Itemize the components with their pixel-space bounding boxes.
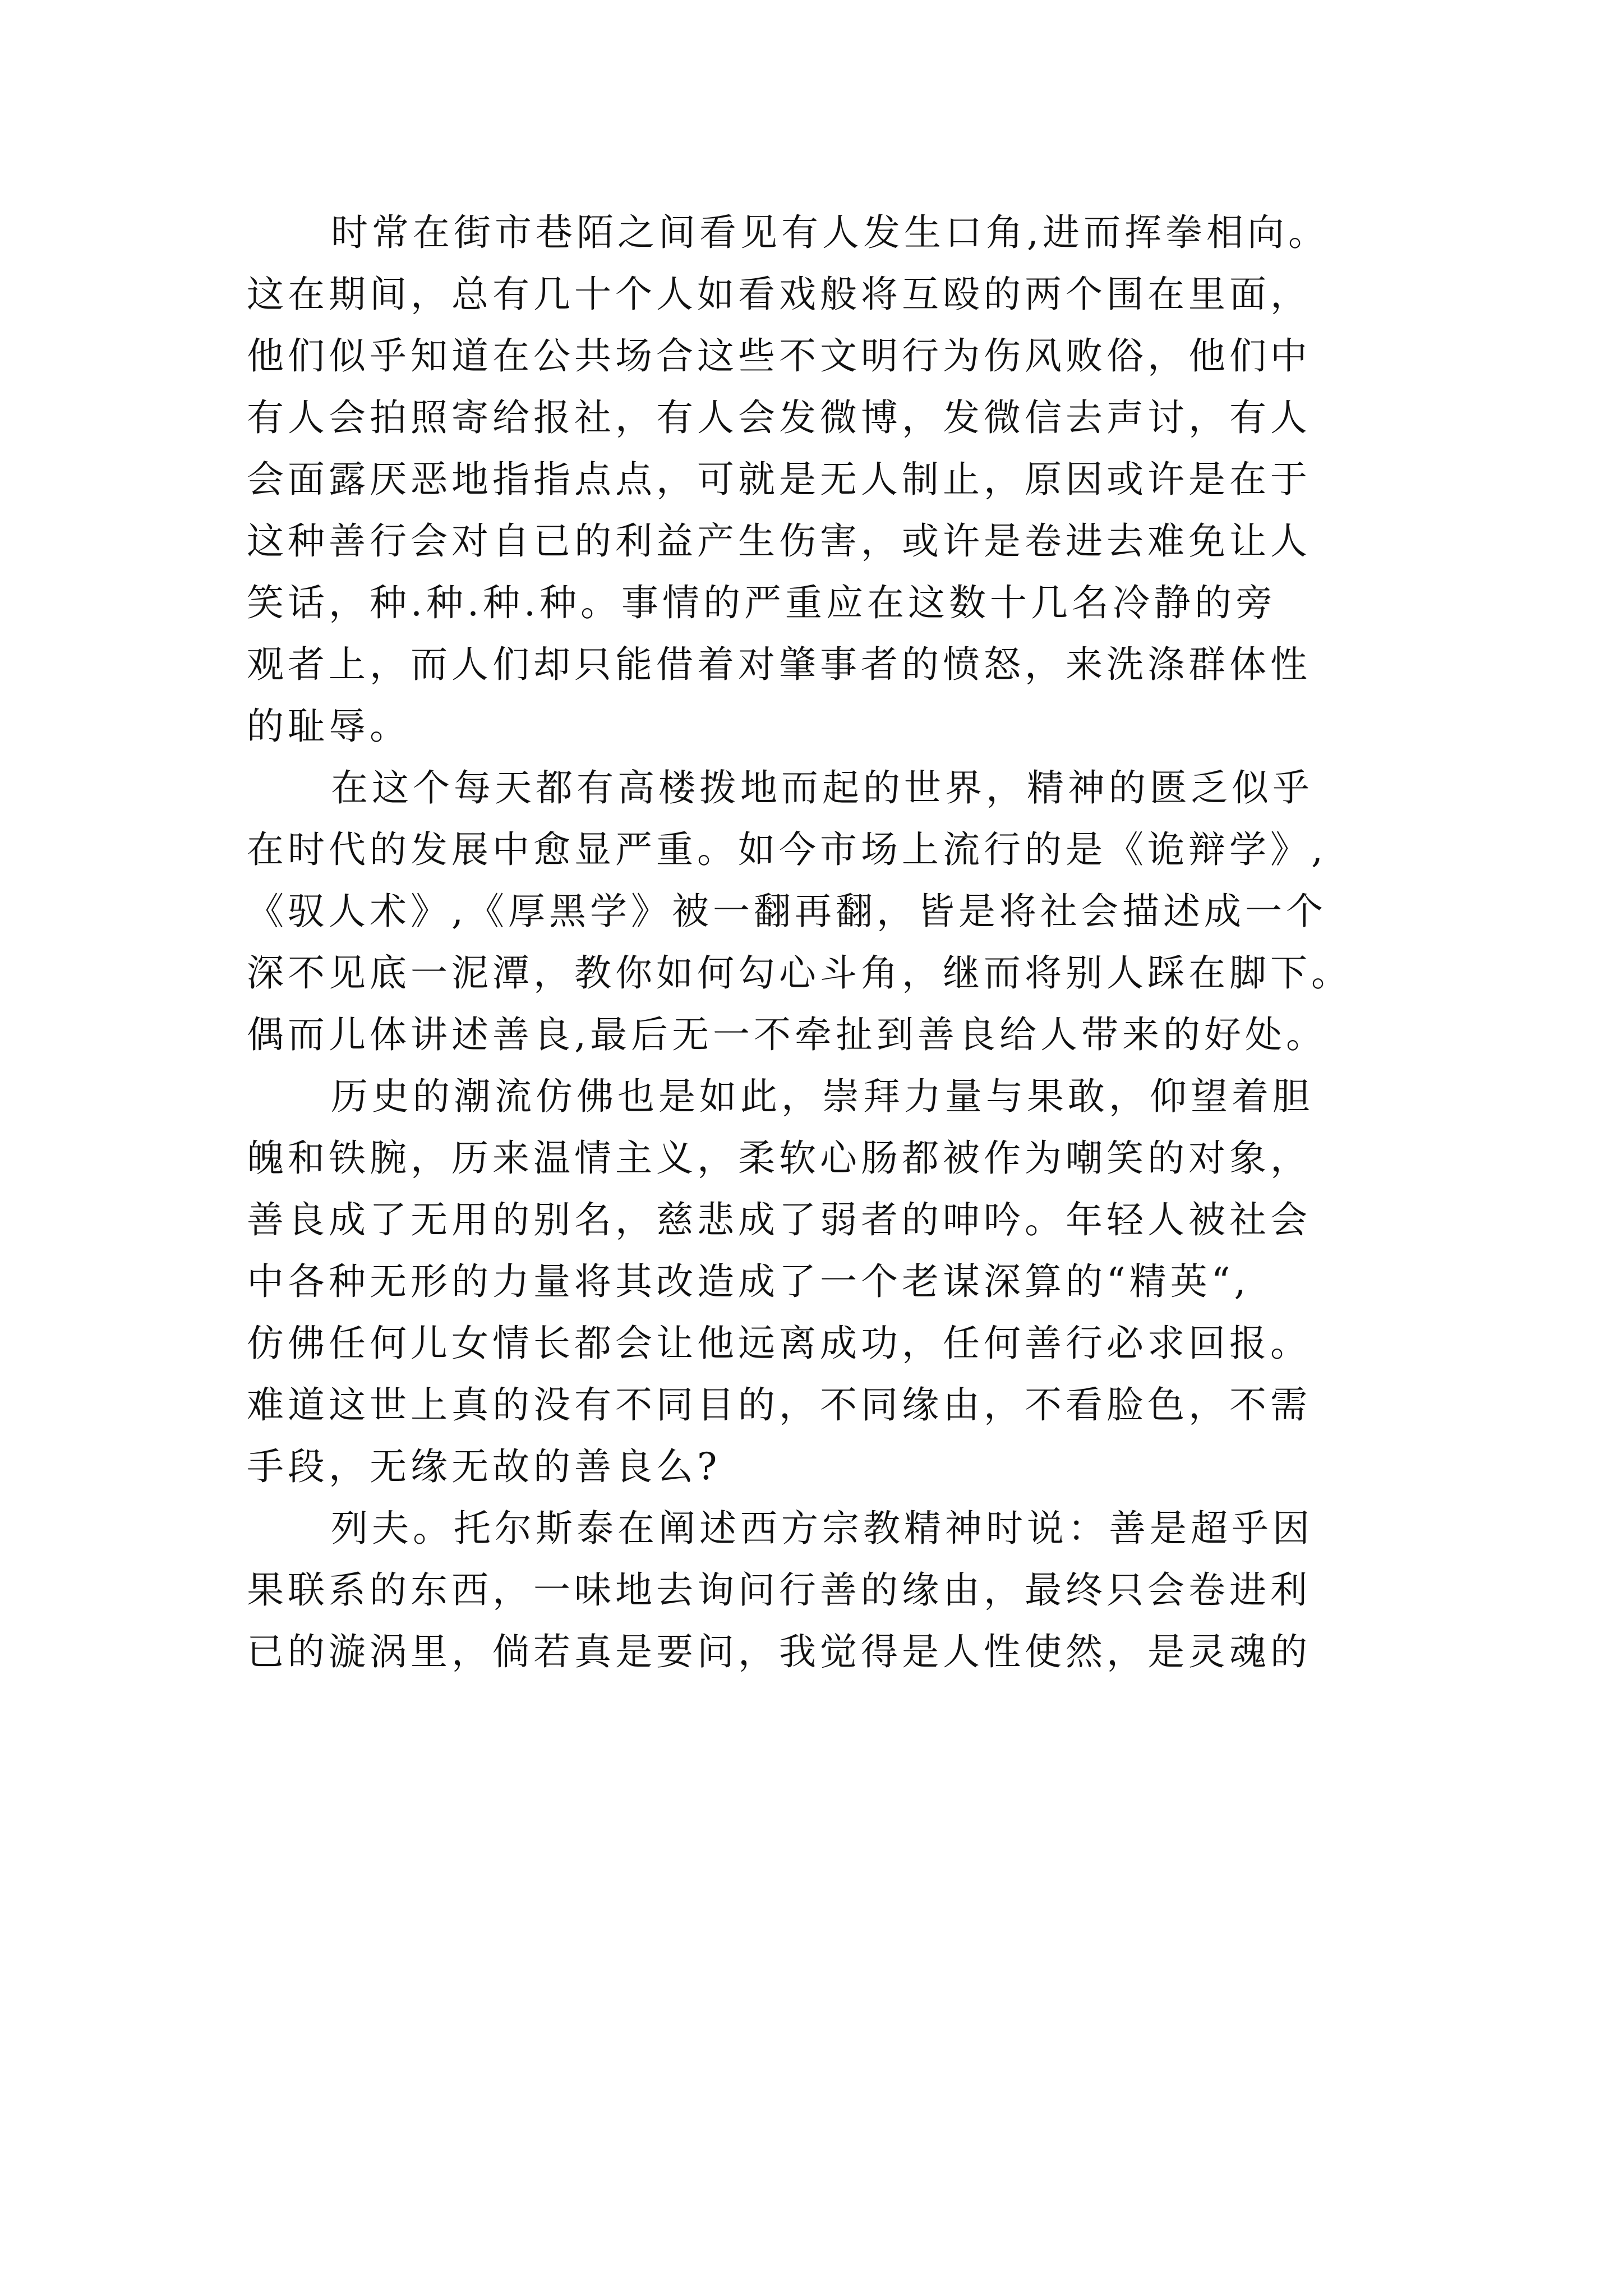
text-line: 在时代的发展中愈显严重。如今市场上流行的是《诡辩学》, <box>247 828 1327 871</box>
text-line: 仿佛任何儿女情长都会让他远离成功，任何善行必求回报。 <box>247 1322 1311 1365</box>
text-line: 这种善行会对自已的利益产生伤害，或许是卷进去难免让人 <box>247 519 1311 563</box>
text-line: 列夫。托尔斯泰在阐述西方宗教精神时说：善是超乎因 <box>331 1507 1313 1550</box>
text-line: 果联系的东西，一味地去询问行善的缘由，最终只会卷进利 <box>247 1568 1311 1612</box>
text-line: 笑话，种.种.种.种。事情的严重应在这数十几名冷静的旁 <box>247 581 1276 624</box>
text-line: 难道这世上真的没有不同目的，不同缘由，不看脸色，不需 <box>247 1383 1311 1427</box>
text-line: 他们似乎知道在公共场合这些不文明行为伤风败俗，他们中 <box>247 334 1311 378</box>
text-line: 在这个每天都有高楼拨地而起的世界，精神的匮乏似乎 <box>331 766 1313 809</box>
text-line: 观者上，而人们却只能借着对肇事者的愤怒，来洗涤群体性 <box>247 643 1311 686</box>
essay-body <box>247 202 1447 1683</box>
text-line: 历史的潮流仿佛也是如此，崇拜力量与果敢，仰望着胆 <box>331 1075 1313 1118</box>
text-line: 会面露厌恶地指指点点，可就是无人制止，原因或许是在于 <box>247 458 1311 501</box>
text-line: 有人会拍照寄给报社，有人会发微博，发微信去声讨，有人 <box>247 396 1311 439</box>
text-line: 《驭人术》,《厚黑学》被一翻再翻，皆是将社会描述成一个 <box>247 890 1327 933</box>
text-line: 中各种无形的力量将其改造成了一个老谋深算的“精英“, <box>247 1260 1250 1303</box>
text-line: 时常在街市巷陌之间看见有人发生口角,进而挥拳相向。 <box>331 211 1329 254</box>
text-line: 善良成了无用的别名，慈悲成了弱者的呻吟。年轻人被社会 <box>247 1198 1311 1241</box>
text-line: 偶而儿体讲述善良,最后无一不牵扯到善良给人带来的好处。 <box>247 1013 1327 1056</box>
text-line: 手段，无缘无故的善良么? <box>247 1445 721 1488</box>
text-line: 深不见底一泥潭，教你如何勾心斗角，继而将别人踩在脚下。 <box>247 951 1352 995</box>
text-line: 魄和铁腕，历来温情主义，柔软心肠都被作为嘲笑的对象， <box>247 1137 1311 1180</box>
text-line: 这在期间，总有几十个人如看戏般将互殴的两个围在里面， <box>247 273 1311 316</box>
text-line: 的耻辱。 <box>247 705 411 748</box>
text-line: 已的漩涡里，倘若真是要问，我觉得是人性使然，是灵魂的 <box>247 1630 1311 1673</box>
